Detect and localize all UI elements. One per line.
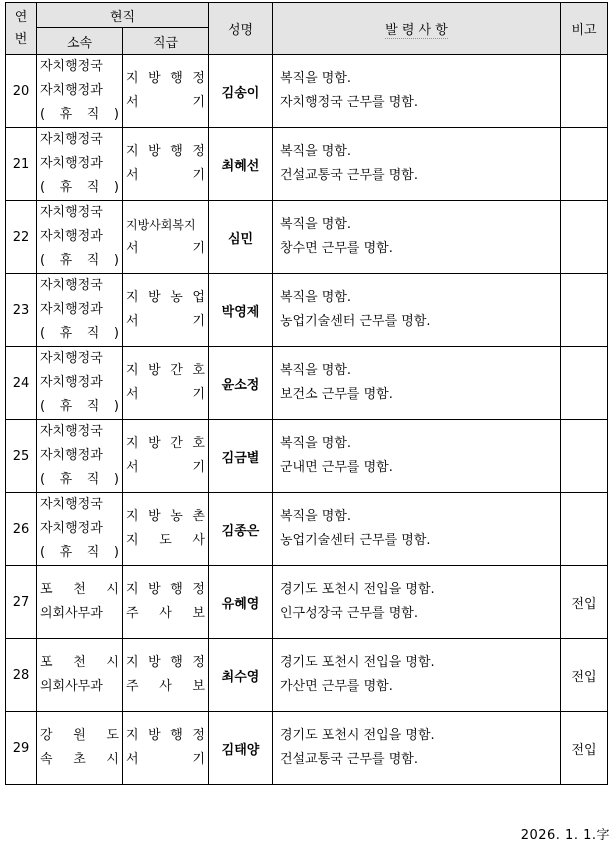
dept-line: 의회사무과	[40, 606, 103, 621]
dept-cell	[37, 201, 123, 274]
action-line: 보건소 근무를 명함.	[280, 387, 393, 402]
grade-line: 지 방 행 정	[126, 582, 205, 597]
name-cell: 최혜선	[209, 128, 273, 201]
note-cell	[561, 128, 608, 201]
action-cell	[273, 712, 561, 785]
note-cell: 전입	[561, 712, 608, 785]
grade-line: 주 사 보	[126, 606, 205, 621]
grade-cell	[123, 55, 209, 128]
serial-cell: 26	[6, 493, 37, 566]
grade-line: 서 기	[126, 241, 205, 256]
dept-line: 자치행정과	[40, 83, 103, 98]
issue-date: 2026. 1. 1.字	[520, 828, 610, 843]
action-line: 경기도 포천시 전입을 명함.	[280, 655, 435, 670]
dept-line: 자치행정국	[40, 205, 103, 220]
action-line: 복직을 명함.	[280, 71, 352, 86]
dept-line: ( 휴 직 )	[40, 545, 119, 560]
grade-cell	[123, 420, 209, 493]
dept-cell	[37, 639, 123, 712]
grade-line: 지 방 농 업	[126, 290, 205, 305]
grade-cell	[123, 347, 209, 420]
dept-cell	[37, 420, 123, 493]
grade-line: 서 기	[126, 95, 205, 110]
note-cell	[561, 55, 608, 128]
dept-line: 자치행정국	[40, 132, 103, 147]
action-cell	[273, 420, 561, 493]
grade-line: 지 방 간 호	[126, 436, 205, 451]
action-cell	[273, 274, 561, 347]
action-line: 가산면 근무를 명함.	[280, 679, 393, 694]
dept-line: ( 휴 직 )	[40, 472, 119, 487]
note-cell	[561, 420, 608, 493]
action-line: 창수면 근무를 명함.	[280, 241, 393, 256]
dept-line: 포 천 시	[40, 582, 119, 597]
serial-cell: 22	[6, 201, 37, 274]
note-cell	[561, 274, 608, 347]
note-cell: 전입	[561, 639, 608, 712]
serial-cell: 28	[6, 639, 37, 712]
grade-line: 서 기	[126, 387, 205, 402]
action-cell	[273, 347, 561, 420]
action-line: 복직을 명함.	[280, 436, 352, 451]
table-row	[6, 420, 608, 493]
name-cell: 김종은	[209, 493, 273, 566]
dept-line: 자치행정국	[40, 497, 103, 512]
dept-line: 자치행정과	[40, 229, 103, 244]
header-action-label: 발 령 사 항	[385, 23, 448, 38]
dept-cell	[37, 128, 123, 201]
action-line: 경기도 포천시 전입을 명함.	[280, 582, 435, 597]
action-cell	[273, 493, 561, 566]
action-line: 군내면 근무를 명함.	[280, 460, 393, 475]
grade-line: 서 기	[126, 752, 205, 767]
header-dept: 소속	[37, 28, 123, 55]
note-cell	[561, 347, 608, 420]
dept-line: 속 초 시	[40, 752, 119, 767]
serial-cell: 25	[6, 420, 37, 493]
grade-cell	[123, 566, 209, 639]
grade-cell	[123, 274, 209, 347]
dept-line: 자치행정과	[40, 156, 103, 171]
grade-line: 지 방 행 정	[126, 71, 205, 86]
header-grade: 직급	[123, 28, 209, 55]
dept-line: 자치행정과	[40, 375, 103, 390]
name-cell: 유혜영	[209, 566, 273, 639]
header-action	[273, 3, 561, 55]
note-cell	[561, 201, 608, 274]
dept-cell	[37, 274, 123, 347]
table-row	[6, 493, 608, 566]
action-line: 경기도 포천시 전입을 명함.	[280, 728, 435, 743]
grade-line: 서 기	[126, 460, 205, 475]
header-name: 성명	[209, 3, 273, 55]
grade-cell	[123, 712, 209, 785]
dept-line: 자치행정국	[40, 278, 103, 293]
name-cell: 윤소정	[209, 347, 273, 420]
dept-cell	[37, 347, 123, 420]
table-row	[6, 347, 608, 420]
action-line: 건설교통국 근무를 명함.	[280, 168, 418, 183]
action-line: 복직을 명함.	[280, 290, 352, 305]
serial-cell: 27	[6, 566, 37, 639]
dept-line: 의회사무과	[40, 679, 103, 694]
action-cell	[273, 566, 561, 639]
action-line: 복직을 명함.	[280, 144, 352, 159]
dept-line: ( 휴 직 )	[40, 326, 119, 341]
table-row	[6, 566, 608, 639]
name-cell: 김송이	[209, 55, 273, 128]
table-row	[6, 128, 608, 201]
dept-cell	[37, 712, 123, 785]
grade-line: 지방사회복지	[126, 218, 196, 232]
dept-line: 포 천 시	[40, 655, 119, 670]
dept-line: 자치행정국	[40, 351, 103, 366]
serial-cell: 20	[6, 55, 37, 128]
action-line: 인구성장국 근무를 명함.	[280, 606, 418, 621]
grade-line: 지 방 행 정	[126, 144, 205, 159]
action-cell	[273, 128, 561, 201]
table-row	[6, 201, 608, 274]
serial-cell: 21	[6, 128, 37, 201]
grade-line: 지 방 행 정	[126, 728, 205, 743]
dept-line: 자치행정과	[40, 302, 103, 317]
action-cell	[273, 201, 561, 274]
action-line: 복직을 명함.	[280, 509, 352, 524]
serial-cell: 23	[6, 274, 37, 347]
header-serial	[6, 3, 37, 55]
name-cell: 김태양	[209, 712, 273, 785]
action-line: 건설교통국 근무를 명함.	[280, 752, 418, 767]
grade-line: 서 기	[126, 168, 205, 183]
note-cell: 전입	[561, 566, 608, 639]
action-cell	[273, 639, 561, 712]
grade-line: 서 기	[126, 314, 205, 329]
header-serial-1: 연	[14, 9, 28, 25]
dept-line: 자치행정국	[40, 59, 103, 74]
name-cell: 최수영	[209, 639, 273, 712]
name-cell: 김금별	[209, 420, 273, 493]
note-cell	[561, 493, 608, 566]
grade-cell	[123, 639, 209, 712]
table-row	[6, 712, 608, 785]
dept-cell	[37, 493, 123, 566]
name-cell: 박영제	[209, 274, 273, 347]
serial-cell: 24	[6, 347, 37, 420]
table-row	[6, 274, 608, 347]
personnel-table	[5, 2, 608, 785]
header-current: 현직	[37, 3, 209, 28]
action-line: 복직을 명함.	[280, 217, 352, 232]
header-serial-2: 번	[14, 31, 28, 47]
dept-line: 강 원 도	[40, 728, 119, 743]
action-line: 복직을 명함.	[280, 363, 352, 378]
dept-line: ( 휴 직 )	[40, 399, 119, 414]
dept-line: ( 휴 직 )	[40, 253, 119, 268]
table-row	[6, 639, 608, 712]
action-line: 자치행정국 근무를 명함.	[280, 95, 418, 110]
dept-line: ( 휴 직 )	[40, 107, 119, 122]
grade-line: 주 사 보	[126, 679, 205, 694]
table-row	[6, 55, 608, 128]
action-cell	[273, 55, 561, 128]
name-cell: 심민	[209, 201, 273, 274]
grade-cell	[123, 201, 209, 274]
grade-line: 지 방 행 정	[126, 655, 205, 670]
dept-line: ( 휴 직 )	[40, 180, 119, 195]
grade-line: 지 방 간 호	[126, 363, 205, 378]
serial-cell: 29	[6, 712, 37, 785]
grade-cell	[123, 493, 209, 566]
dept-line: 자치행정과	[40, 448, 103, 463]
grade-line: 지 도 사	[126, 533, 205, 548]
dept-line: 자치행정국	[40, 424, 103, 439]
dept-cell	[37, 566, 123, 639]
action-line: 농업기술센터 근무를 명함.	[280, 314, 431, 329]
action-line: 농업기술센터 근무를 명함.	[280, 533, 431, 548]
grade-cell	[123, 128, 209, 201]
dept-cell	[37, 55, 123, 128]
grade-line: 지 방 농 촌	[126, 509, 205, 524]
dept-line: 자치행정과	[40, 521, 103, 536]
header-note: 비고	[561, 3, 608, 55]
